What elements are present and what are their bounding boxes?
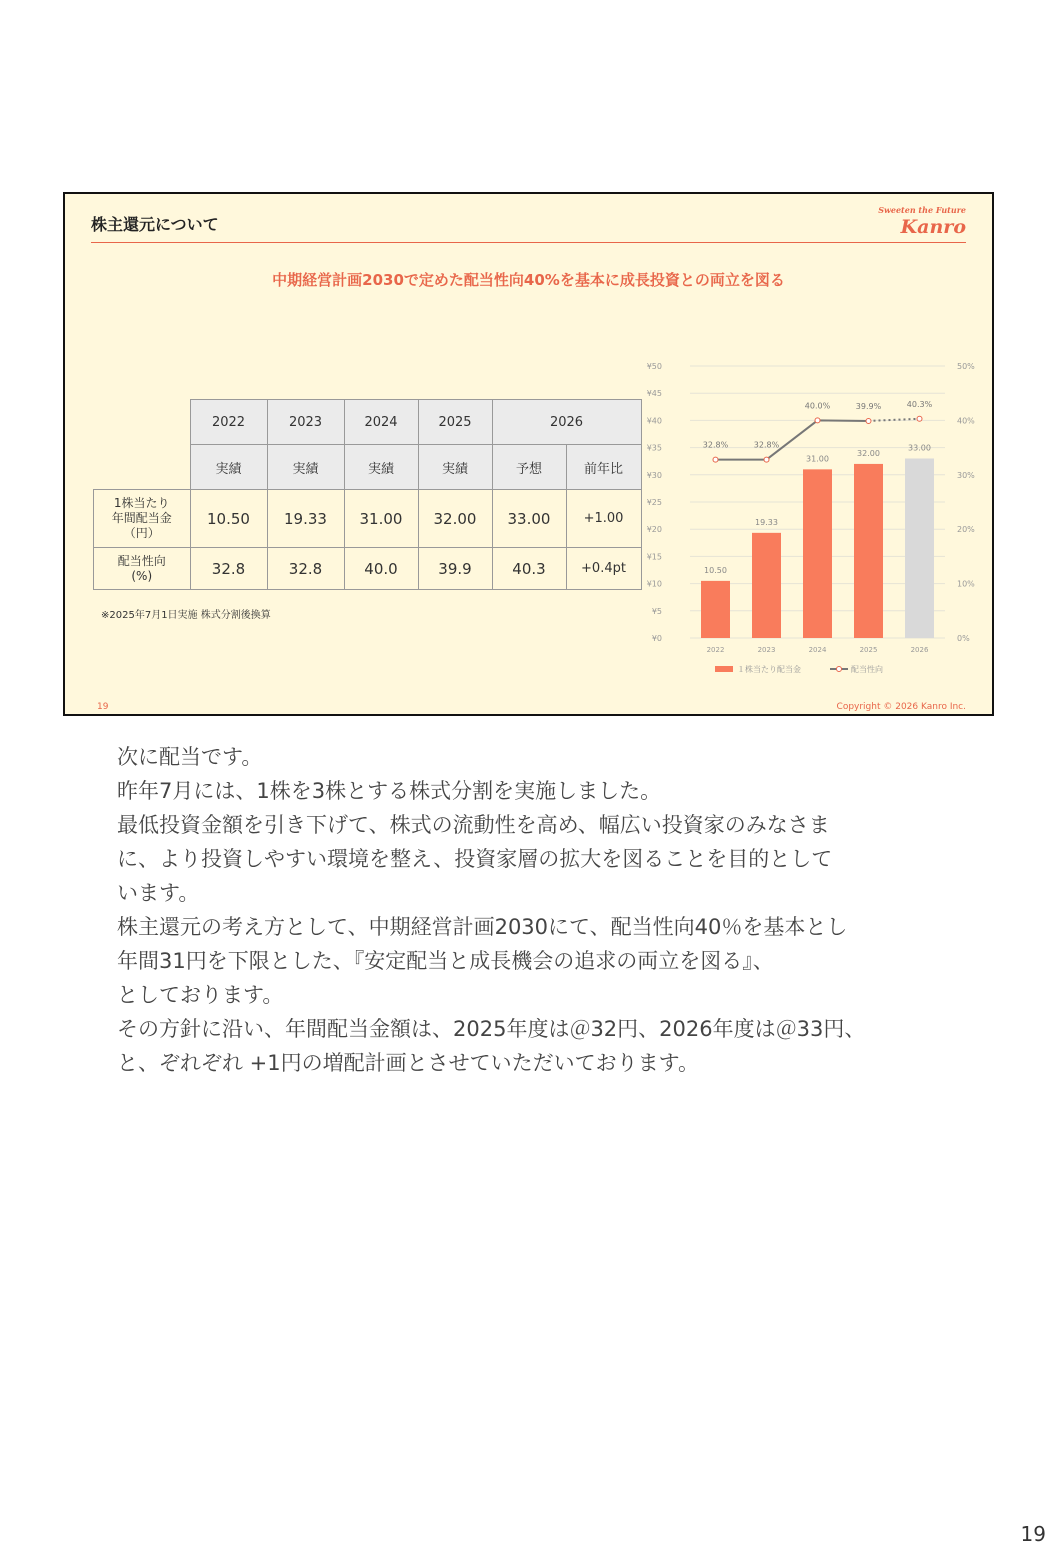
- type-header: 前年比: [566, 445, 641, 490]
- notes-line: 最低投資金額を引き下げて、株式の流動性を高め、幅広い投資家のみなさま: [117, 813, 830, 837]
- ratio-data-label: 40.0%: [804, 401, 831, 411]
- bar-data-label: 19.33: [755, 517, 778, 527]
- y-tick-label: ¥0: [651, 634, 662, 643]
- ratio-data-label: 40.3%: [906, 399, 933, 409]
- notes-line: としております。: [117, 983, 284, 1007]
- table-cell: 19.33: [267, 490, 344, 548]
- y-tick-label: ¥20: [646, 525, 662, 535]
- legend-label: 配当性向: [851, 665, 883, 674]
- x-tick-label: 2025: [859, 646, 878, 654]
- x-tick-label: 2026: [910, 646, 929, 654]
- row-label: 1株当たり 年間配当金 （円）: [94, 490, 191, 548]
- table-cell: 10.50: [190, 490, 267, 548]
- bar-data-label: 31.00: [806, 454, 829, 464]
- y-tick-label: ¥25: [646, 498, 662, 507]
- type-header: 実績: [418, 445, 492, 490]
- ratio-line: [716, 420, 869, 459]
- table-corner: [94, 400, 191, 445]
- notes-line: 年間31円を下限とした、『安定配当と成長機会の追求の両立を図る』、: [117, 949, 774, 973]
- notes-line: 株主還元の考え方として、中期経営計画2030にて、配当性向40％を基本とし: [117, 915, 848, 939]
- ratio-point: [815, 418, 820, 423]
- kanro-logo: Kanro: [900, 216, 966, 238]
- year-header: 2023: [267, 400, 344, 445]
- type-header: 実績: [267, 445, 344, 490]
- copyright: Copyright © 2026 Kanro Inc.: [836, 702, 966, 712]
- notes-line: 昨年7月には、1株を3株とする株式分割を実施しました。: [117, 779, 662, 803]
- row-label: 配当性向 (%): [94, 548, 191, 590]
- notes-line: 次に配当です。: [117, 745, 263, 769]
- year-header: 2025: [418, 400, 492, 445]
- table-cell: +1.00: [566, 490, 641, 548]
- bar-data-label: 10.50: [704, 565, 727, 575]
- slide-title: 株主還元について: [91, 215, 219, 234]
- type-header: 実績: [190, 445, 267, 490]
- y-tick-label: ¥10: [646, 579, 662, 589]
- ratio-data-label: 32.8%: [702, 440, 729, 450]
- legend-label: １株当たり配当金: [737, 665, 801, 674]
- ratio-point: [713, 457, 718, 462]
- table-cell: 31.00: [344, 490, 418, 548]
- ratio-point: [917, 416, 922, 421]
- y-tick-label: ¥5: [651, 606, 662, 616]
- speaker-notes: [117, 740, 947, 1080]
- legend-line-marker: [837, 667, 842, 672]
- slide: [63, 192, 994, 716]
- table-corner: [94, 445, 191, 490]
- table-cell: 32.8: [190, 548, 267, 590]
- ratio-point: [764, 457, 769, 462]
- table-cell: 32.8: [267, 548, 344, 590]
- title-divider: [91, 242, 966, 243]
- bar: [803, 469, 832, 638]
- x-tick-label: 2022: [706, 646, 725, 654]
- table-cell: 32.00: [418, 490, 492, 548]
- y2-tick-label: 30%: [957, 470, 975, 480]
- y-tick-label: ¥35: [646, 443, 662, 453]
- table-cell: 33.00: [492, 490, 566, 548]
- y-tick-label: ¥50: [646, 362, 662, 371]
- y2-tick-label: 0%: [957, 634, 970, 643]
- y2-tick-label: 40%: [957, 416, 975, 426]
- bar: [752, 533, 781, 638]
- y-tick-label: ¥45: [646, 389, 662, 399]
- year-header: 2022: [190, 400, 267, 445]
- year-header: 2026: [492, 400, 641, 445]
- bar: [854, 464, 883, 638]
- legend-bar-swatch: [715, 666, 733, 672]
- notes-line: と、ぞれぞれ +1円の増配計画とさせていただいております。: [117, 1051, 699, 1075]
- y-tick-label: ¥15: [646, 552, 662, 562]
- bar: [701, 581, 730, 638]
- dividend-table: [93, 399, 642, 590]
- x-tick-label: 2024: [808, 646, 827, 654]
- slide-page-number: 19: [97, 702, 109, 712]
- bar: [905, 458, 934, 638]
- y-tick-label: ¥30: [646, 470, 662, 480]
- dividend-chart: [640, 352, 980, 682]
- notes-line: その方針に沿い、年間配当金額は、2025年度は＠32円、2026年度は＠33円、: [117, 1017, 866, 1041]
- bar-data-label: 33.00: [908, 443, 931, 453]
- y2-tick-label: 50%: [957, 362, 975, 371]
- ratio-data-label: 39.9%: [855, 401, 882, 411]
- split-note: ※2025年7月1日実施 株式分割後換算: [101, 610, 271, 621]
- notes-line: います。: [117, 881, 200, 905]
- notes-line: に、より投資しやすい環境を整え、投資家層の拡大を図ることを目的として: [117, 847, 833, 871]
- table-cell: +0.4pt: [566, 548, 641, 590]
- x-tick-label: 2023: [757, 646, 776, 654]
- type-header: 実績: [344, 445, 418, 490]
- slide-headline: 中期経営計画2030で定めた配当性向40%を基本に成長投資との両立を図る: [272, 271, 785, 289]
- bar-data-label: 32.00: [857, 448, 880, 458]
- table-cell: 40.0: [344, 548, 418, 590]
- y2-tick-label: 10%: [957, 579, 975, 589]
- y-tick-label: ¥40: [646, 416, 662, 426]
- logo-tagline: Sweeten the Future: [878, 205, 966, 215]
- page-number: 19: [1020, 1522, 1046, 1546]
- type-header: 予想: [492, 445, 566, 490]
- y2-tick-label: 20%: [957, 525, 975, 535]
- ratio-data-label: 32.8%: [753, 440, 780, 450]
- table-cell: 40.3: [492, 548, 566, 590]
- ratio-point: [866, 418, 871, 423]
- year-header: 2024: [344, 400, 418, 445]
- table-cell: 39.9: [418, 548, 492, 590]
